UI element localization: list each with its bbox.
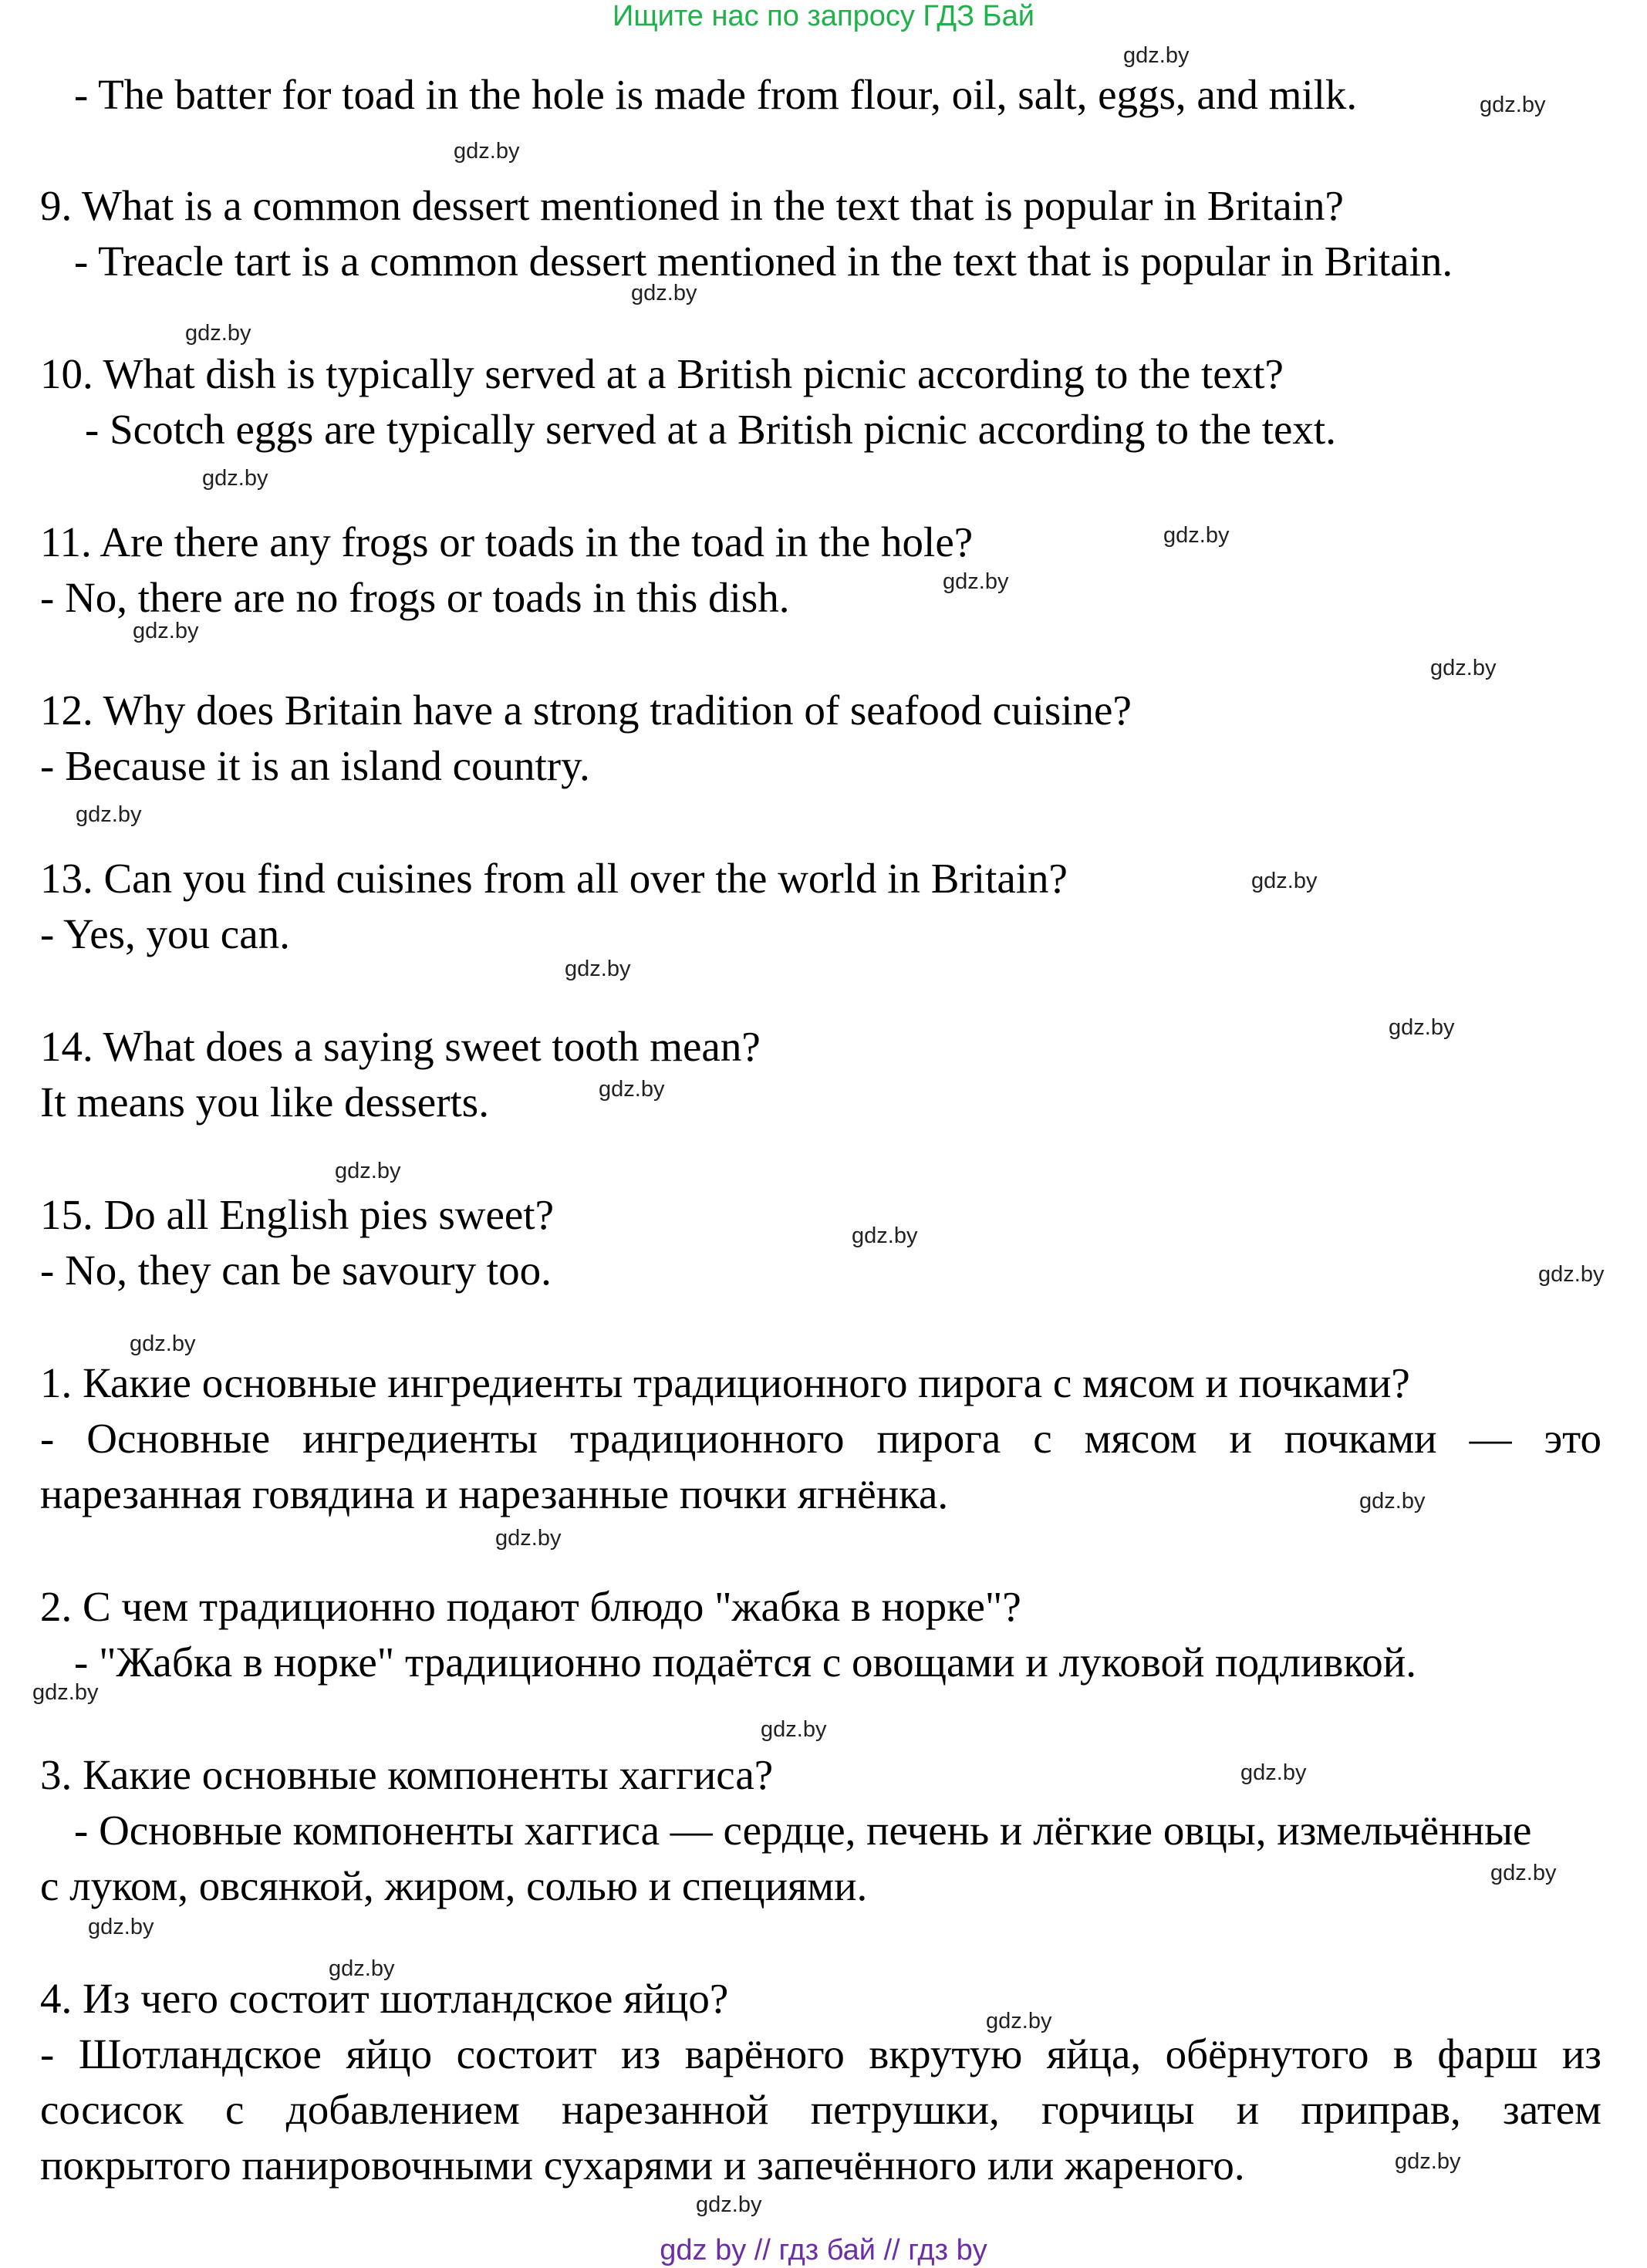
watermark: gdz.by — [852, 1223, 918, 1248]
watermark: gdz.by — [696, 2192, 762, 2217]
q14-question: 14. What does a saying sweet tooth mean? — [40, 1023, 761, 1070]
ru-q4-answer-line3: покрытого панировочными сухарями и запечённого или жареного. — [40, 2141, 1245, 2189]
ru-q3-answer-line2: с луком, овсянкой, жиром, солью и специями. — [40, 1862, 868, 1909]
q12-question: 12. Why does Britain have a strong tradition of seafood cuisine? — [40, 687, 1132, 734]
q11-answer: - No, there are no frogs or toads in this dish. — [40, 574, 790, 621]
watermark: gdz.by — [88, 1915, 154, 1939]
q13-question: 13. Can you find cuisines from all over the world in Britain? — [40, 855, 1068, 902]
watermark: gdz.by — [1389, 1015, 1455, 1040]
watermark: gdz.by — [1395, 2149, 1461, 2174]
q13-answer: - Yes, you can. — [40, 910, 290, 957]
watermark: gdz.by — [1251, 869, 1318, 893]
ru-q4-answer-line2: сосисок с добавлением нарезанной петрушки, горчицы и приправ, затем — [40, 2086, 1601, 2133]
q15-question: 15. Do all English pies sweet? — [40, 1191, 554, 1238]
watermark: gdz.by — [1480, 93, 1546, 117]
ru-q3-answer-line1: - Основные компоненты хаггиса — сердце, печень и лёгкие овцы, измельчённые — [74, 1807, 1532, 1854]
ru-q2-answer: - "Жабка в норке" традиционно подаётся с овощами и луковой подливкой. — [74, 1639, 1416, 1686]
ru-q1-question: 1. Какие основные ингредиенты традиционного пирога с мясом и почками? — [40, 1359, 1410, 1406]
watermark: gdz.by — [1240, 1760, 1307, 1785]
ru-q1-answer-line1: - Основные ингредиенты традиционного пирога с мясом и почками — это — [40, 1415, 1601, 1462]
watermark: gdz.by — [495, 1526, 562, 1551]
watermark: gdz.by — [1359, 1489, 1426, 1514]
watermark: gdz.by — [943, 569, 1009, 594]
q11-question: 11. Are there any frogs or toads in the toad in the hole? — [40, 518, 974, 565]
watermark: gdz.by — [631, 281, 697, 305]
watermark: gdz.by — [76, 802, 142, 827]
watermark: gdz.by — [761, 1717, 827, 1742]
ru-q3-question: 3. Какие основные компоненты хаггиса? — [40, 1751, 774, 1798]
watermark: gdz.by — [599, 1077, 665, 1102]
ru-q4-answer-line1: - Шотландское яйцо состоит из варёного вкрутую яйца, обёрнутого в фарш из — [40, 2030, 1601, 2077]
watermark: gdz.by — [565, 957, 631, 981]
top-banner: Ищите нас по запросу ГДЗ Бай — [613, 0, 1034, 32]
watermark: gdz.by — [32, 1680, 99, 1705]
watermark: gdz.by — [202, 466, 268, 491]
q10-answer: - Scotch eggs are typically served at a British picnic according to the text. — [85, 406, 1336, 453]
watermark: gdz.by — [1490, 1861, 1557, 1885]
ru-q2-question: 2. С чем традиционно подают блюдо "жабка в норке"? — [40, 1583, 1021, 1630]
q14-answer: It means you like desserts. — [40, 1078, 489, 1126]
ru-q4-question: 4. Из чего состоит шотландское яйцо? — [40, 1975, 729, 2022]
ru-q1-answer-line2: нарезанная говядина и нарезанные почки ягнёнка. — [40, 1470, 949, 1517]
watermark: gdz.by — [1430, 656, 1497, 680]
q8-answer: - The batter for toad in the hole is made from flour, oil, salt, eggs, and milk. — [74, 71, 1358, 118]
watermark: gdz.by — [1538, 1262, 1605, 1287]
watermark: gdz.by — [986, 2009, 1052, 2033]
q15-answer: - No, they can be savoury too. — [40, 1247, 552, 1294]
bottom-banner: gdz by // гдз бай // гдз by — [660, 2234, 987, 2266]
watermark: gdz.by — [133, 619, 199, 643]
watermark: gdz.by — [329, 1956, 395, 1981]
q9-answer: - Treacle tart is a common dessert mentioned in the text that is popular in Britain. — [74, 238, 1453, 285]
watermark: gdz.by — [1163, 523, 1230, 548]
q10-question: 10. What dish is typically served at a British picnic according to the text? — [40, 350, 1284, 397]
watermark: gdz.by — [335, 1159, 401, 1183]
watermark: gdz.by — [185, 321, 251, 346]
q12-answer: - Because it is an island country. — [40, 742, 590, 789]
watermark: gdz.by — [1123, 43, 1190, 68]
watermark: gdz.by — [454, 139, 520, 164]
q9-question: 9. What is a common dessert mentioned in the text that is popular in Britain? — [40, 182, 1344, 229]
watermark: gdz.by — [130, 1331, 196, 1356]
